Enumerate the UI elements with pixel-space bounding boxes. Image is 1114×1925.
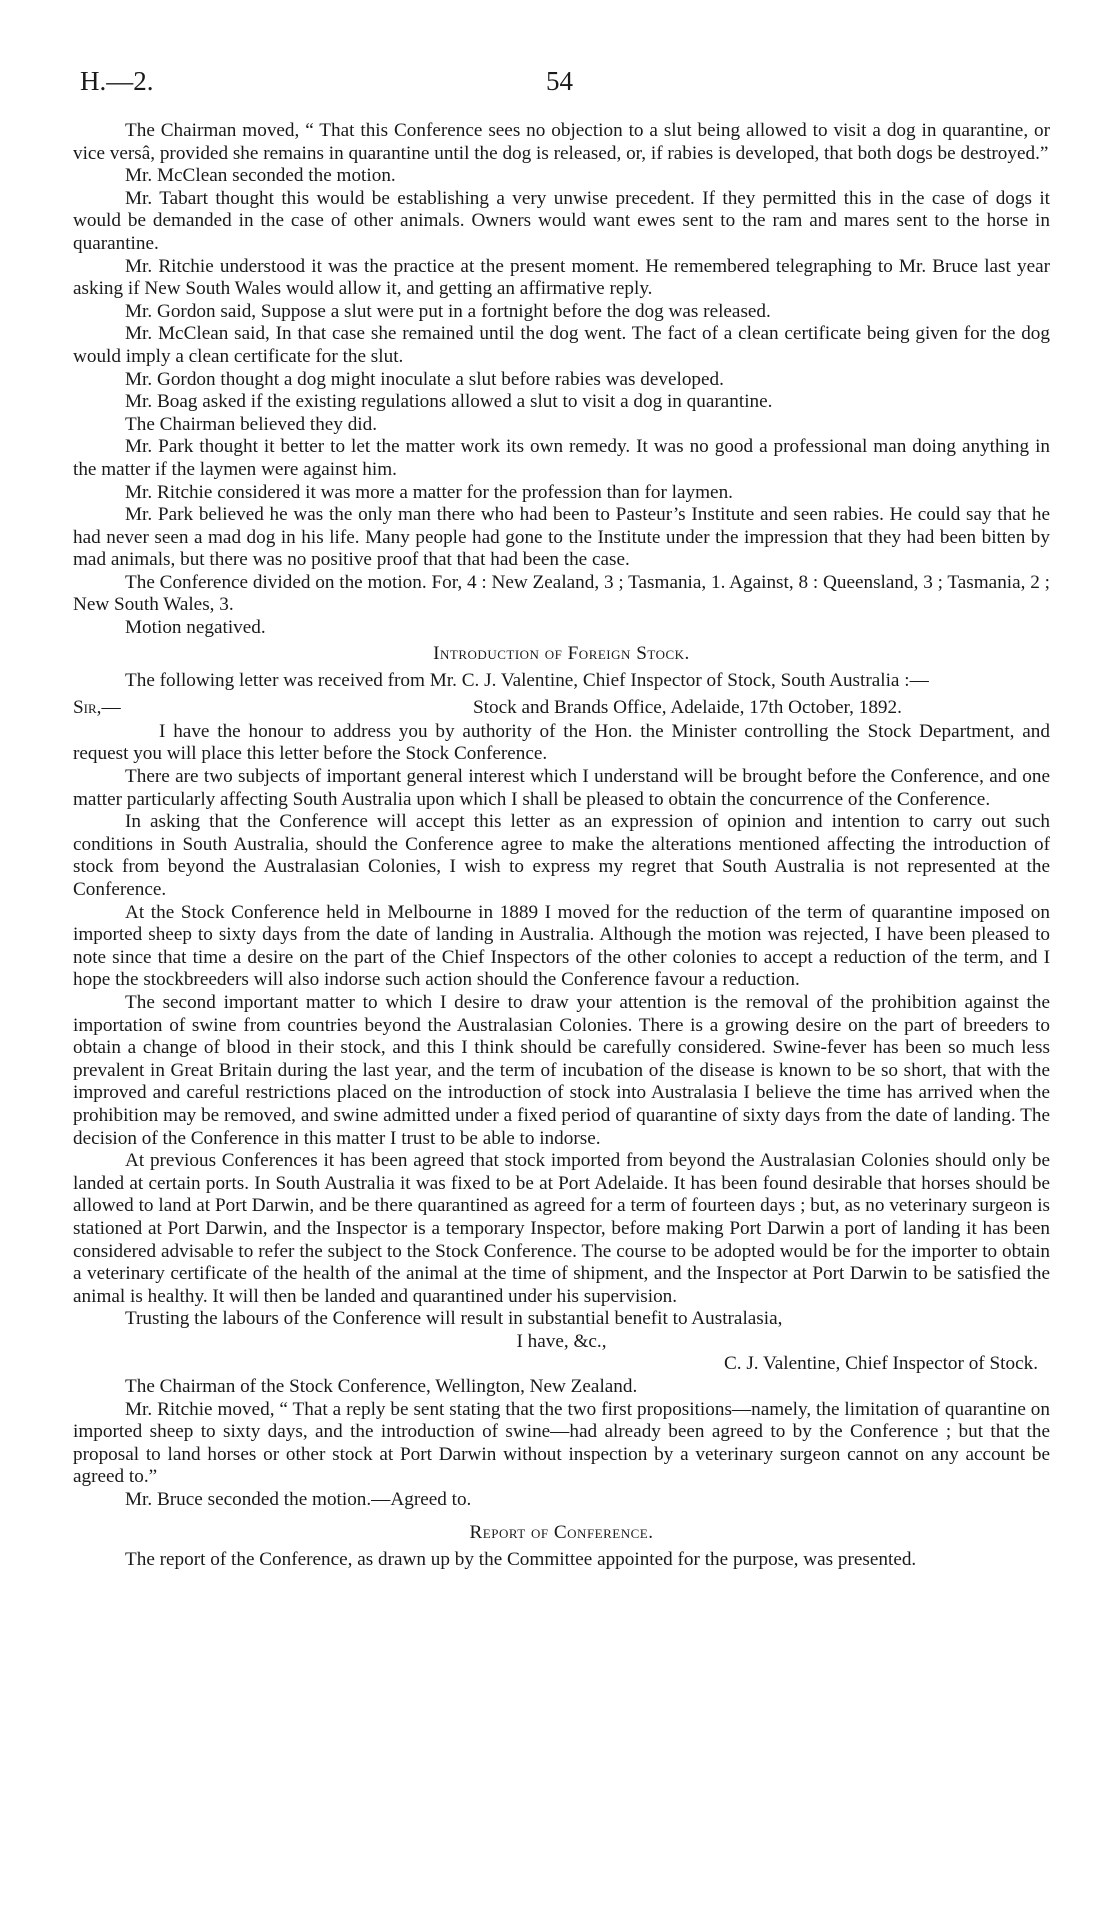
- letter-address: Stock and Brands Office, Adelaide, 17th October, 1892.: [473, 696, 902, 718]
- paragraph: The Chairman believed they did.: [125, 413, 378, 435]
- paragraph: Mr. Park thought it better to let the matter work its own remedy. It was no good a professional man doing anything in the matter if the laymen were against him.: [73, 436, 1050, 480]
- paragraph: Mr. Gordon said, Suppose a slut were put in a fortnight before the dog was released.: [125, 300, 771, 322]
- letter-addressee: The Chairman of the Stock Conference, Wellington, New Zealand.: [125, 1376, 638, 1398]
- paragraph: Mr. Park believed he was the only man there who had been to Pasteur’s Institute and seen rabies. He could say that he had never seen a mad dog in his life. Many people had gone to the Institute under the impression that they had been bitten by mad animals, but there was no positive proof that that had been the case.: [73, 504, 1050, 571]
- document-body: [73, 120, 1050, 1572]
- paragraph: Mr. Tabart thought this would be establishing a very unwise precedent. If they permitted this in the case of dogs it would be demanded in the case of other animals. Owners would want ewes sent to the ram and mares sent to the horse in quarantine.: [73, 187, 1050, 254]
- section-heading: Report of Conference.: [469, 1521, 654, 1543]
- letter-paragraph: There are two subjects of important general interest which I understand will be brought before the Conference, and one matter particularly affecting South Australia upon which I shall be pleased to obtain the concurrence of the Conference.: [73, 766, 1050, 810]
- letter-salutation: Sir,—: [73, 696, 121, 718]
- letter-header: [73, 697, 1050, 721]
- paragraph: Mr. Ritchie moved, “ That a reply be sent stating that the two first propositions—namely, the limitation of quarantine on imported sheep to sixty days, and the introduction of swine—had already been agreed to by the Conference ; but that the proposal to land horses or other stock at Port Darwin without inspection by a veterinary surgeon cannot on any account be agreed to.”: [73, 1398, 1050, 1488]
- letter-paragraph: Trusting the labours of the Conference will result in substantial benefit to Australasia,: [125, 1308, 783, 1330]
- paragraph: Mr. McClean said, In that case she remained until the dog went. The fact of a clean certificate being given for the dog would imply a clean certificate for the slut.: [73, 323, 1050, 367]
- letter-signature: C. J. Valentine, Chief Inspector of Stock.: [723, 1353, 1038, 1375]
- paragraph: The report of the Conference, as drawn up by the Committee appointed for the purpose, was presented.: [125, 1549, 917, 1571]
- paragraph: The Conference divided on the motion. For, 4 : New Zealand, 3 ; Tasmania, 1. Against, 8 : Queensland, 3 ; Tasmania, 2 ; New South Wales, 3.: [73, 571, 1050, 616]
- paragraph: The Chairman moved, “ That this Conference sees no objection to a slut being allowed to visit a dog in quarantine, or vice versâ, provided she remains in quarantine until the dog is released, or, if rabies is developed, that both dogs be destroyed.”: [73, 120, 1050, 164]
- letter-closing: I have, &c.,: [516, 1330, 607, 1352]
- paragraph: Mr. Ritchie understood it was the practice at the present moment. He remembered telegraphing to Mr. Bruce last year asking if New South Wales would allow it, and getting an affirmative reply.: [73, 255, 1050, 300]
- paragraph: Mr. Ritchie considered it was more a matter for the profession than for laymen.: [125, 481, 733, 503]
- paragraph: The following letter was received from Mr. C. J. Valentine, Chief Inspector of Stock, South Australia :—: [125, 670, 929, 692]
- page-number: 54: [546, 66, 573, 96]
- letter-paragraph: The second important matter to which I desire to draw your attention is the removal of the prohibition against the importation of swine from countries beyond the Australasian Colonies. There is a growing desire on the part of breeders to obtain a change of blood in their stock, and this I think should be carefully considered. Swine-fever has been so much less prevalent in Great Britain during the last year, and the term of incubation of the disease is known to be so short, that with the improved and careful restrictions placed on the introduction of stock into Australasia I believe the time has arrived when the prohibition may be removed, and swine admitted under a fixed period of quarantine of sixty days from the date of landing. The decision of the Conference in this matter I trust to be able to indorse.: [73, 991, 1050, 1149]
- paragraph: Mr. Boag asked if the existing regulations allowed a slut to visit a dog in quarantine.: [125, 391, 773, 413]
- letter-paragraph: I have the honour to address you by authority of the Hon. the Minister controlling the Stock Department, and request you will place this letter before the Stock Conference.: [73, 720, 1050, 765]
- document-reference: H.—2.: [80, 66, 154, 96]
- letter-paragraph: At the Stock Conference held in Melbourne in 1889 I moved for the reduction of the term of quarantine imposed on imported sheep to sixty days from the date of landing in Australia. Although the motion was rejected, I have been pleased to note since that time a desire on the part of the Chief Inspectors of the other colonies to accept a reduction of the term, and I hope the stockbreeders will also indorse such action should the Conference favour a reduction.: [73, 901, 1050, 991]
- paragraph: Motion negatived.: [125, 617, 266, 639]
- paragraph: Mr. Bruce seconded the motion.—Agreed to.: [125, 1489, 472, 1511]
- paragraph: Mr. Gordon thought a dog might inoculate a slut before rabies was developed.: [125, 368, 724, 390]
- paragraph: Mr. McClean seconded the motion.: [125, 165, 396, 187]
- letter-paragraph: In asking that the Conference will accept this letter as an expression of opinion and intention to carry out such conditions in South Australia, should the Conference agree to make the alterations mentioned affecting the introduction of stock from beyond the Australasian Colonies, I wish to express my regret that South Australia is not represented at the Conference.: [73, 811, 1050, 900]
- section-heading: Introduction of Foreign Stock.: [433, 642, 690, 664]
- letter-paragraph: At previous Conferences it has been agreed that stock imported from beyond the Australasian Colonies should only be landed at certain ports. In South Australia it was fixed to be at Port Adelaide. It has been found desirable that horses should be allowed to land at Port Darwin, and be there quarantined as agreed for a term of fourteen days ; but, as no veterinary surgeon is stationed at Port Darwin, and the Inspector is a temporary Inspector, before making Port Darwin a port of landing it has been considered advisable to refer the subject to the Stock Conference. The course to be adopted would be for the importer to obtain a veterinary certificate of the health of the animal at the time of shipment, and the Inspector at Port Darwin to be satisfied the animal is healthy. It will then be landed and quarantined under his supervision.: [73, 1150, 1050, 1307]
